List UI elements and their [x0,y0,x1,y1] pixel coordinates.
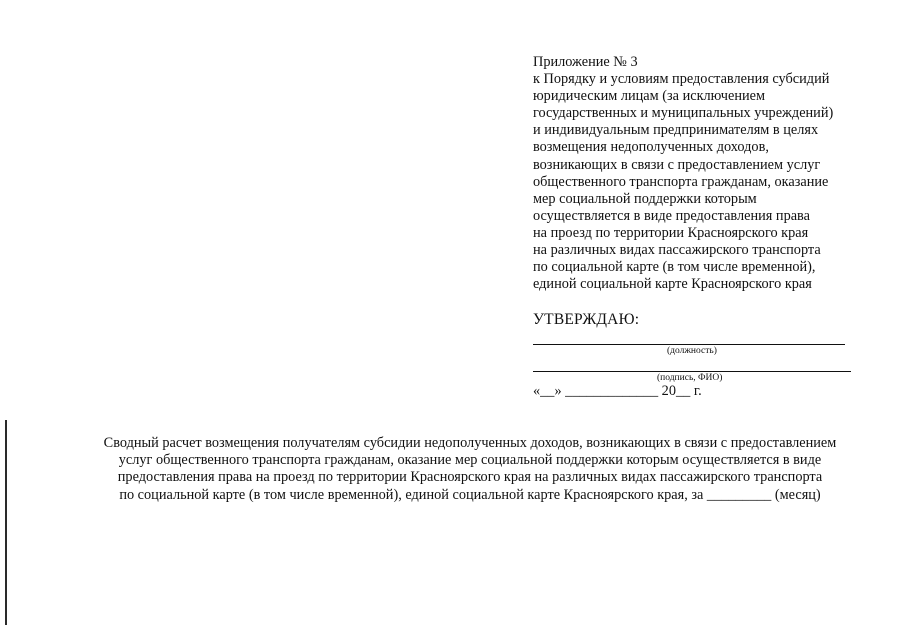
appendix-line: общественного транспорта гражданам, оказание [533,173,829,190]
appendix-line: возникающих в связи с предоставлением услуг [533,156,821,173]
appendix-line: на проезд по территории Красноярского края [533,224,809,241]
position-line [533,344,845,345]
summary-line: услуг общественного транспорта гражданам, оказание мер социальной поддержки которым осуществляется в виде [118,452,822,469]
approval-date: «__» _____________ 20__ г. [533,383,702,399]
position-caption: (должность) [667,346,717,356]
appendix-line: к Порядку и условиям предоставления субсидий [533,71,830,88]
approval-heading: УТВЕРЖДАЮ: [533,311,640,328]
appendix-line: на различных видах пассажирского транспорта [533,242,821,259]
appendix-line: по социальной карте (в том числе временной), [533,259,816,276]
left-margin-line [5,420,7,625]
appendix-line: юридическим лицам (за исключением [533,88,766,105]
appendix-line: мер социальной поддержки которым [533,190,757,207]
summary-title [70,435,870,504]
appendix-line: и индивидуальным предпринимателям в целях [533,122,819,139]
signature-caption: (подпись, ФИО) [657,373,723,383]
signature-line [533,371,851,372]
summary-line: Сводный расчет возмещения получателям субсидии недополученных доходов, возникающих в связи с предоставлением [103,435,837,451]
summary-line: предоставления права на проезд по территории Красноярского края на различных видах пассажирского транспорта [117,469,823,486]
appendix-line: единой социальной карте Красноярского края [533,276,812,293]
appendix-line: государственных и муниципальных учреждений) [533,105,834,122]
summary-line: по социальной карте (в том числе временной), единой социальной карте Красноярского края, за _________ (месяц) [119,486,821,503]
appendix-block [533,54,893,293]
appendix-line: Приложение № 3 [533,54,638,70]
appendix-line: осуществляется в виде предоставления права [533,207,810,224]
appendix-line: возмещения недополученных доходов, [533,139,769,156]
